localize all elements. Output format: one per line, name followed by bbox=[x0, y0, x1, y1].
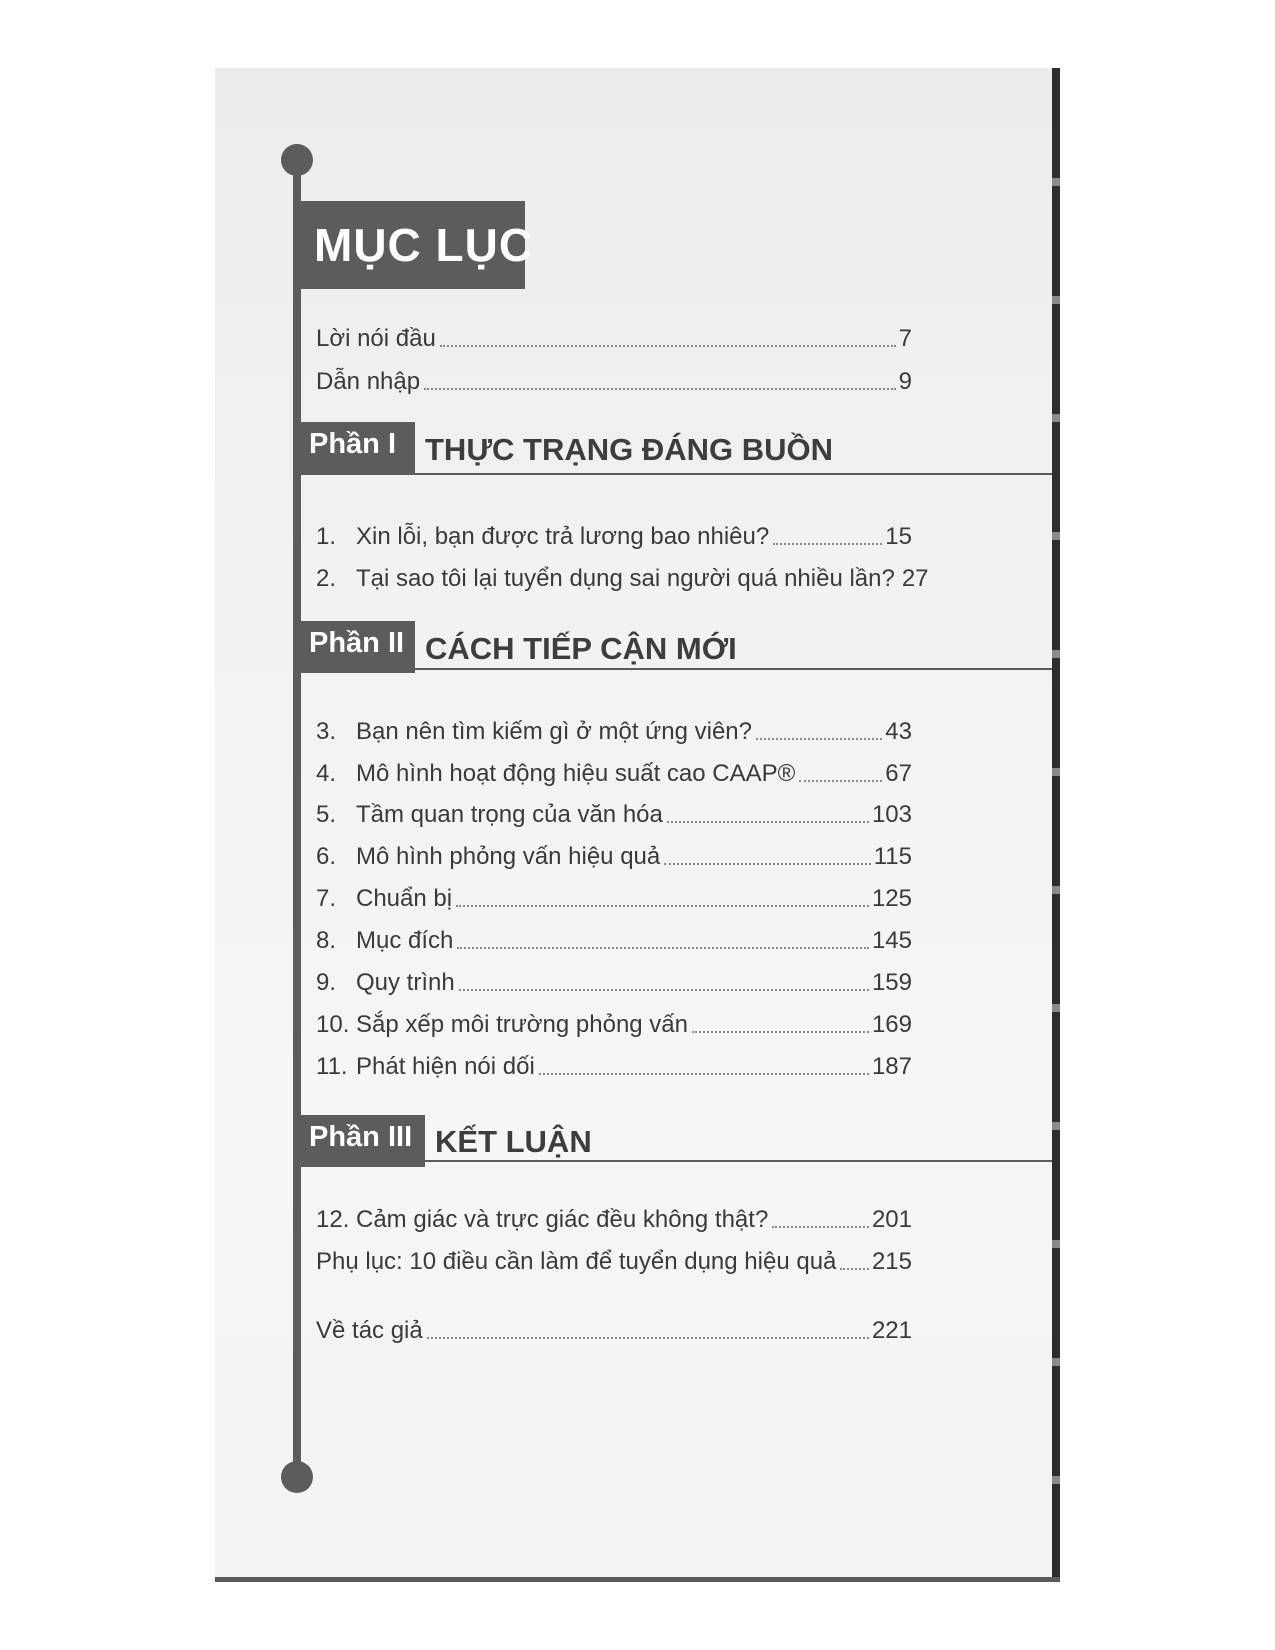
toc-entry-title: Tầm quan trọng của văn hóa bbox=[356, 801, 663, 828]
dot-leader bbox=[756, 737, 882, 740]
dot-leader bbox=[539, 1072, 869, 1075]
decorative-vertical-line bbox=[293, 160, 301, 1478]
dot-leader bbox=[773, 542, 882, 545]
toc-entry-chapter-6 bbox=[316, 831, 912, 871]
part-2-rule bbox=[293, 668, 1057, 670]
toc-entry-chapter-8 bbox=[316, 915, 912, 955]
toc-entry-page: 169 bbox=[871, 1011, 912, 1038]
toc-entry-chapter-10 bbox=[316, 999, 912, 1039]
toc-entry-number: 2. bbox=[316, 565, 337, 592]
toc-entry-title: Mô hình hoạt động hiệu suất cao CAAP® bbox=[356, 760, 796, 787]
part-3-title: KẾT LUẬN bbox=[435, 1124, 592, 1159]
toc-entry-page: 67 bbox=[885, 760, 912, 787]
toc-entry-number: 3. bbox=[316, 718, 337, 745]
toc-entry-chapter-5 bbox=[316, 789, 912, 829]
dot-leader bbox=[456, 904, 869, 907]
toc-entry-title: Bạn nên tìm kiếm gì ở một ứng viên? bbox=[356, 718, 752, 745]
toc-entry-title: Mô hình phỏng vấn hiệu quả bbox=[356, 843, 661, 870]
toc-title: MỤC LỤC bbox=[314, 219, 534, 271]
toc-entry-page: 27 bbox=[901, 565, 929, 592]
dot-leader bbox=[440, 344, 896, 347]
toc-entry-title: Quy trình bbox=[356, 969, 455, 996]
toc-entry-chapter-3 bbox=[316, 706, 912, 746]
dot-leader bbox=[424, 387, 896, 390]
toc-entry-title: Phát hiện nói dối bbox=[356, 1053, 535, 1080]
toc-entry-number: 1. bbox=[316, 523, 337, 550]
toc-entry-page: 125 bbox=[871, 885, 912, 912]
toc-entry-page: 43 bbox=[885, 718, 912, 745]
toc-entry-page: 7 bbox=[898, 325, 912, 352]
toc-entry-chapter-4 bbox=[316, 748, 912, 788]
decorative-bottom-dot bbox=[281, 1461, 313, 1493]
part-1-rule bbox=[293, 473, 1057, 475]
dot-leader bbox=[692, 1030, 869, 1033]
toc-entry-page: 221 bbox=[871, 1317, 912, 1344]
toc-entry-about-author bbox=[316, 1305, 912, 1345]
toc-entry-page: 103 bbox=[871, 801, 912, 828]
part-2-label: Phần II bbox=[293, 621, 415, 673]
dot-leader bbox=[840, 1267, 869, 1270]
toc-entry-number: 10. bbox=[316, 1011, 350, 1038]
part-3-label: Phần III bbox=[293, 1115, 425, 1167]
dot-leader bbox=[427, 1336, 869, 1339]
toc-entry-page: 145 bbox=[871, 927, 912, 954]
book-page bbox=[215, 68, 1057, 1580]
toc-entry-number: 5. bbox=[316, 801, 337, 828]
dot-leader bbox=[799, 779, 882, 782]
page-bottom-edge bbox=[215, 1577, 1060, 1582]
part-2-title: CÁCH TIẾP CẬN MỚI bbox=[425, 631, 737, 666]
toc-entry-chapter-12 bbox=[316, 1194, 912, 1234]
toc-entry-title: Mục đích bbox=[356, 927, 454, 954]
toc-entry-title: Xin lỗi, bạn được trả lương bao nhiêu? bbox=[356, 523, 770, 550]
toc-entry-title: Sắp xếp môi trường phỏng vấn bbox=[356, 1011, 689, 1038]
dot-leader bbox=[457, 946, 869, 949]
toc-entry-appendix bbox=[316, 1236, 912, 1276]
toc-entry-title: Cảm giác và trực giác đều không thật? bbox=[356, 1206, 769, 1233]
dot-leader bbox=[664, 862, 870, 865]
toc-entry-introduction bbox=[316, 356, 912, 396]
part-1-label: Phần I bbox=[293, 422, 415, 474]
toc-entry-page: 187 bbox=[871, 1053, 912, 1080]
toc-entry-chapter-11 bbox=[316, 1041, 912, 1081]
page-side-edge bbox=[1052, 68, 1060, 1580]
toc-entry-chapter-7 bbox=[316, 873, 912, 913]
toc-entry-page: 201 bbox=[871, 1206, 912, 1233]
dot-leader bbox=[667, 820, 869, 823]
part-1-title: THỰC TRẠNG ĐÁNG BUỒN bbox=[425, 432, 834, 467]
dot-leader bbox=[772, 1225, 869, 1228]
toc-entry-title: Dẫn nhập bbox=[316, 368, 421, 395]
toc-entry-title: Lời nói đầu bbox=[316, 325, 436, 352]
decorative-top-dot bbox=[281, 144, 313, 176]
toc-entry-number: 8. bbox=[316, 927, 337, 954]
dot-leader bbox=[459, 988, 869, 991]
toc-entry-page: 15 bbox=[885, 523, 912, 550]
toc-entry-title: Tại sao tôi lại tuyển dụng sai người quá nhiều lần? bbox=[356, 565, 895, 592]
toc-entry-preface bbox=[316, 313, 912, 353]
toc-entry-chapter-2 bbox=[316, 553, 929, 593]
toc-entry-number: 12. bbox=[316, 1206, 350, 1233]
toc-entry-number: 11. bbox=[316, 1053, 348, 1080]
toc-entry-title: Chuẩn bị bbox=[356, 885, 453, 912]
toc-entry-title: Về tác giả bbox=[316, 1317, 423, 1344]
toc-entry-number: 9. bbox=[316, 969, 337, 996]
part-3-rule bbox=[293, 1160, 1057, 1162]
toc-entry-page: 9 bbox=[898, 368, 912, 395]
toc-entry-number: 7. bbox=[316, 885, 337, 912]
toc-entry-number: 4. bbox=[316, 760, 337, 787]
toc-entry-page: 215 bbox=[871, 1248, 912, 1275]
toc-entry-page: 115 bbox=[873, 843, 912, 870]
toc-entry-page: 159 bbox=[871, 969, 912, 996]
toc-entry-number: 6. bbox=[316, 843, 337, 870]
toc-entry-chapter-1 bbox=[316, 511, 912, 551]
toc-entry-title: Phụ lục: 10 điều cần làm để tuyển dụng hiệu quả bbox=[316, 1248, 837, 1275]
toc-entry-chapter-9 bbox=[316, 957, 912, 997]
